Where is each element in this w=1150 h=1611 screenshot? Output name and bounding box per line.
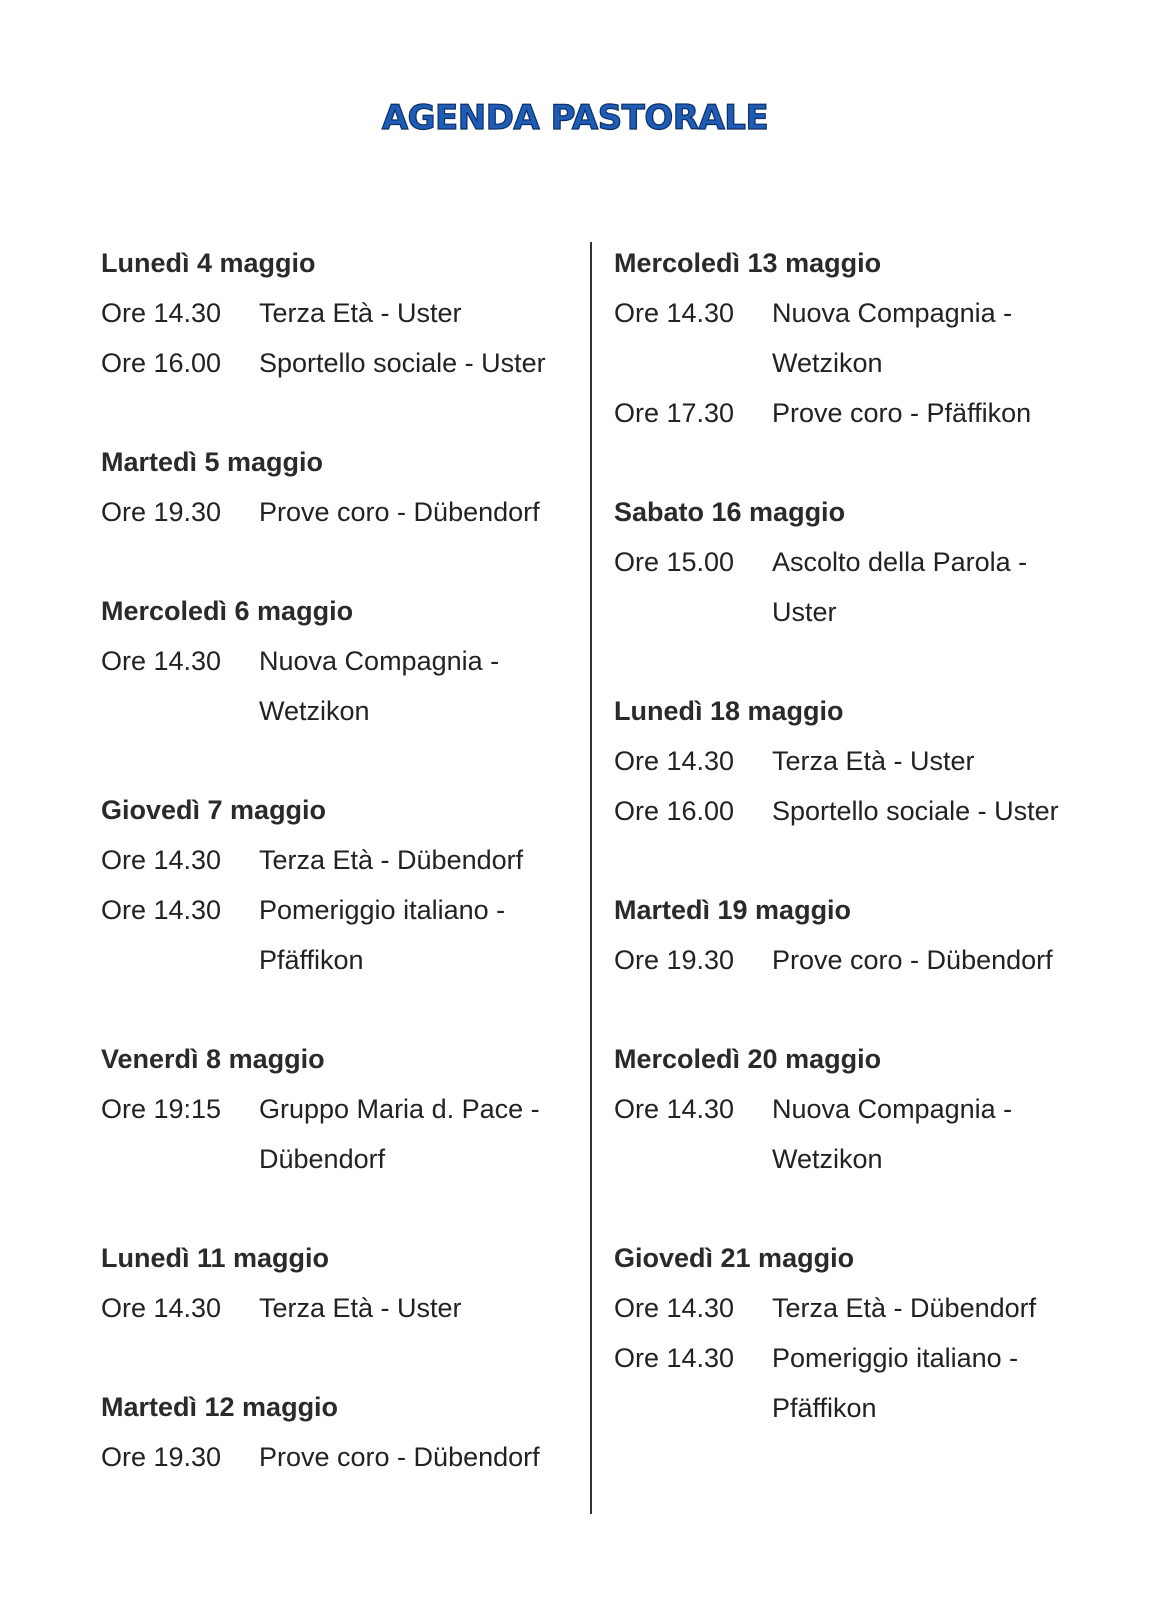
agenda-day xyxy=(614,1233,1104,1433)
day-heading: Mercoledì 13 maggio xyxy=(614,248,882,278)
event-description: Terza Età - Uster xyxy=(259,1293,462,1323)
event-row xyxy=(614,1283,1104,1333)
event-time: Ore 14.30 xyxy=(101,646,222,676)
event-time: Ore 14.30 xyxy=(614,1094,735,1124)
event-time: Ore 16.00 xyxy=(101,348,222,378)
event-row xyxy=(101,835,571,885)
agenda-day xyxy=(614,238,1104,438)
event-time: Ore 19.30 xyxy=(101,1442,222,1472)
event-row xyxy=(614,786,1104,836)
event-time: Ore 19.30 xyxy=(614,945,735,975)
day-heading: Venerdì 8 maggio xyxy=(101,1044,325,1074)
agenda-day xyxy=(101,1233,571,1333)
event-description: Sportello sociale - Uster xyxy=(772,796,1059,826)
event-row xyxy=(101,338,571,388)
event-description: Terza Età - Uster xyxy=(772,746,975,776)
event-row xyxy=(101,1084,571,1184)
event-description: Nuova Compagnia - Wetzikon xyxy=(772,1094,1013,1174)
event-row xyxy=(614,1333,1104,1433)
day-heading: Lunedì 11 maggio xyxy=(101,1243,330,1273)
left-column xyxy=(101,238,571,1531)
day-heading: Sabato 16 maggio xyxy=(614,497,846,527)
event-row xyxy=(614,736,1104,786)
day-heading: Martedì 19 maggio xyxy=(614,895,852,925)
event-time: Ore 14.30 xyxy=(101,845,222,875)
agenda-day xyxy=(614,885,1104,985)
event-description: Pomeriggio italiano - Pfäffikon xyxy=(259,895,506,975)
column-divider xyxy=(590,242,592,1514)
day-heading: Giovedì 21 maggio xyxy=(614,1243,855,1273)
event-time: Ore 14.30 xyxy=(614,746,735,776)
event-description: Ascolto della Parola - Uster xyxy=(772,547,1028,627)
event-description: Terza Età - Dübendorf xyxy=(259,845,524,875)
event-time: Ore 14.30 xyxy=(101,298,222,328)
agenda-day xyxy=(101,785,571,985)
event-row xyxy=(614,288,1104,388)
event-description: Pomeriggio italiano - Pfäffikon xyxy=(772,1343,1019,1423)
event-time: Ore 14.30 xyxy=(101,1293,222,1323)
right-column xyxy=(614,238,1104,1482)
event-description: Terza Età - Uster xyxy=(259,298,462,328)
event-time: Ore 14.30 xyxy=(101,895,222,925)
event-description: Prove coro - Dübendorf xyxy=(259,497,540,527)
day-heading: Lunedì 4 maggio xyxy=(101,248,316,278)
day-heading: Mercoledì 6 maggio xyxy=(101,596,354,626)
event-time: Ore 14.30 xyxy=(614,1293,735,1323)
event-time: Ore 15.00 xyxy=(614,547,735,577)
event-description: Prove coro - Pfäffikon xyxy=(772,398,1032,428)
day-heading: Martedì 12 maggio xyxy=(101,1392,339,1422)
event-description: Prove coro - Dübendorf xyxy=(772,945,1053,975)
event-row xyxy=(614,1084,1104,1184)
day-heading: Mercoledì 20 maggio xyxy=(614,1044,882,1074)
event-row xyxy=(101,1283,571,1333)
event-row xyxy=(614,935,1104,985)
event-time: Ore 16.00 xyxy=(614,796,735,826)
day-heading: Martedì 5 maggio xyxy=(101,447,324,477)
page-title: AGENDA PASTORALE xyxy=(381,98,769,138)
event-description: Sportello sociale - Uster xyxy=(259,348,546,378)
event-row xyxy=(101,636,571,736)
agenda-day xyxy=(101,1382,571,1482)
event-row xyxy=(101,885,571,985)
event-time: Ore 19.30 xyxy=(101,497,222,527)
agenda-day xyxy=(101,586,571,736)
event-row xyxy=(614,537,1104,637)
agenda-day xyxy=(101,238,571,388)
agenda-day xyxy=(614,686,1104,836)
event-description: Gruppo Maria d. Pace - Dübendorf xyxy=(259,1094,540,1174)
event-description: Nuova Compagnia - Wetzikon xyxy=(772,298,1013,378)
day-heading: Giovedì 7 maggio xyxy=(101,795,327,825)
agenda-day xyxy=(614,1034,1104,1184)
event-time: Ore 14.30 xyxy=(614,298,735,328)
day-heading: Lunedì 18 maggio xyxy=(614,696,844,726)
event-description: Prove coro - Dübendorf xyxy=(259,1442,540,1472)
event-row xyxy=(101,288,571,338)
event-description: Terza Età - Dübendorf xyxy=(772,1293,1037,1323)
event-description: Nuova Compagnia - Wetzikon xyxy=(259,646,500,726)
event-time: Ore 14.30 xyxy=(614,1343,735,1373)
agenda-day xyxy=(101,1034,571,1184)
event-row xyxy=(101,1432,571,1482)
event-row xyxy=(614,388,1104,438)
event-time: Ore 19:15 xyxy=(101,1094,222,1124)
agenda-day xyxy=(101,437,571,537)
agenda-day xyxy=(614,487,1104,637)
event-time: Ore 17.30 xyxy=(614,398,735,428)
event-row xyxy=(101,487,571,537)
